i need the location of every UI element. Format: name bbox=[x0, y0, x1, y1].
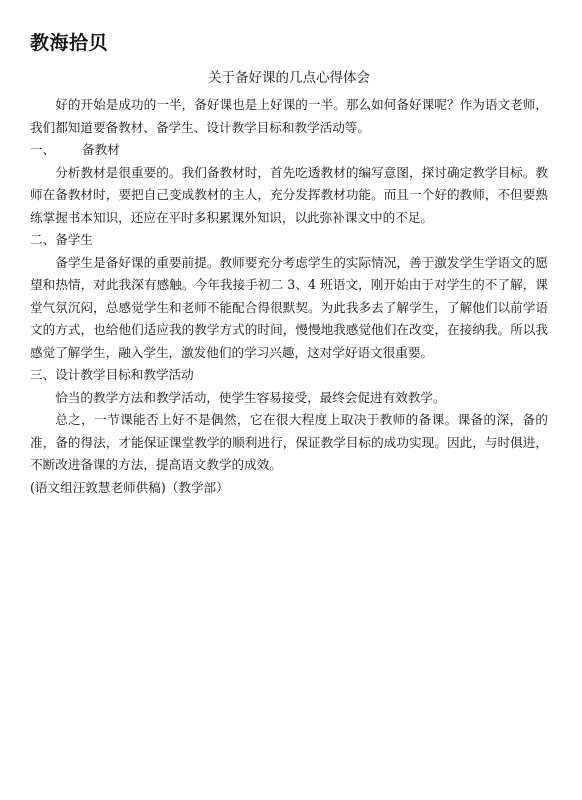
section-heading bbox=[30, 229, 548, 252]
column-title: 教海拾贝 bbox=[30, 32, 109, 54]
section-number: 三、 bbox=[30, 367, 56, 382]
section-heading bbox=[30, 364, 548, 387]
article-title: 关于备好课的几点心得体会 bbox=[208, 70, 370, 86]
conclusion-paragraph: 总之，一节课能否上好不是偶然，它在很大程度上取决于教师的备课。课备的深，备的准，备的得法，才能保证课堂教学的顺利进行，保证教学目标的成功实现。因此，与时俱进，不断改进备课的方法，提高语文教学的成效。 bbox=[30, 412, 548, 472]
section-paragraph: 恰当的教学方法和教学活动，使学生容易接受，最终会促进有效教学。 bbox=[55, 389, 446, 405]
section-heading bbox=[30, 139, 548, 162]
section-number: 二、 bbox=[30, 232, 56, 247]
section-paragraph: 分析教材是很重要的。我们备教材时，首先吃透教材的编写意图，探讨确定教学目标。教师在备教材时，要把自己变成教材的主人，充分发挥教材功能。而且一个好的教师，不但要熟练掌握书本知识，还应在平时多积累课外知识，以此弥补课文中的不足。 bbox=[30, 164, 548, 225]
section-number: 一、 bbox=[30, 142, 56, 157]
author-credit: (语文组汪敦慧老师供稿)（教学部） bbox=[30, 479, 229, 495]
section-title: 备学生 bbox=[55, 232, 93, 247]
intro-paragraph: 好的开始是成功的一半，备好课也是上好课的一半。那么如何备好课呢？作为语文老师，我们都知道要备教材、备学生、设计教学目标和教学活动等。 bbox=[30, 97, 548, 135]
section-title: 备教材 bbox=[82, 142, 120, 157]
section-title: 设计教学目标和教学活动 bbox=[55, 367, 194, 382]
section-paragraph: 备学生是备好课的重要前提。教师要充分考虑学生的实际情况，善于激发学生学语文的愿望和热情，对此我深有感触。今年我接手初二 3、4 班语文，刚开始由于对学生的不了解，课堂气氛沉闷，总感觉学生和老师不能配合得很默契。为此我多去了解学生，了解他们以前学语文的方式，也给他们适应我的教学方式的时间，慢慢地我感觉他们在改变，在接纳我。所以我感觉了解学生，融入学生，激发他们的学习兴趣，这对学好语文很重要。 bbox=[30, 254, 548, 360]
